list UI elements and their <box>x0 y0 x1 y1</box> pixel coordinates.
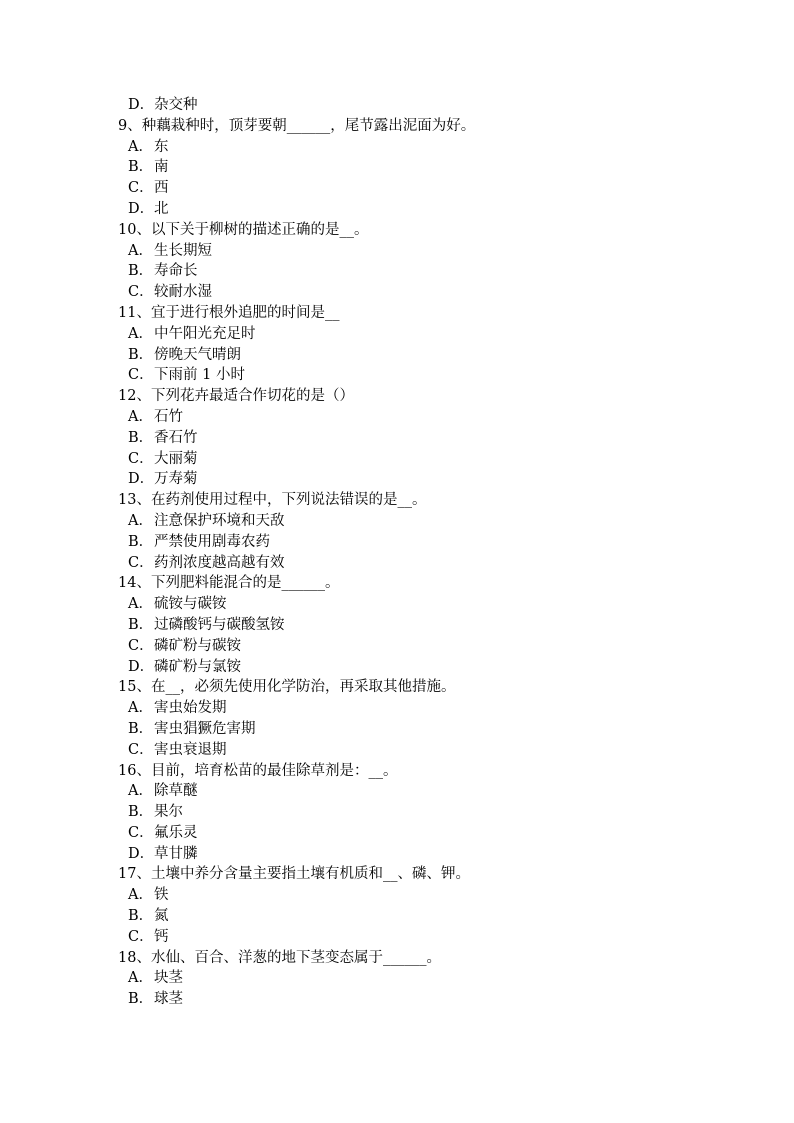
option-text: 块茎 <box>154 970 183 987</box>
answer-option <box>118 698 718 719</box>
question-label: 12、下列花卉最适合作切花的是（） <box>118 388 354 405</box>
option-text: 石竹 <box>154 408 183 425</box>
option-letter: C． <box>128 928 154 945</box>
option-text: 钙 <box>154 928 169 945</box>
answer-option <box>118 324 718 345</box>
option-letter: A． <box>128 325 153 342</box>
option-text: 害虫始发期 <box>154 700 227 717</box>
answer-option <box>118 137 718 158</box>
option-letter: B． <box>128 804 154 821</box>
option-letter: D． <box>128 200 155 217</box>
option-letter: D． <box>128 845 155 862</box>
answer-option <box>118 615 718 636</box>
answer-option <box>118 407 718 428</box>
answer-option <box>118 781 718 802</box>
answer-option <box>118 740 718 761</box>
question-text <box>118 116 718 137</box>
option-letter: A． <box>128 408 153 425</box>
option-letter: A． <box>128 242 153 259</box>
answer-option <box>118 95 718 116</box>
option-letter: B． <box>128 346 154 363</box>
question-text <box>118 864 718 885</box>
option-text: 中午阳光充足时 <box>154 325 256 342</box>
option-text: 铁 <box>154 887 169 904</box>
option-text: 硫铵与碳铵 <box>154 596 227 613</box>
answer-option <box>118 365 718 386</box>
option-text: 草甘膦 <box>154 845 198 862</box>
option-letter: B． <box>128 263 154 280</box>
answer-option <box>118 428 718 449</box>
answer-option <box>118 282 718 303</box>
option-text: 果尔 <box>154 804 183 821</box>
question-label: 14、下列肥料能混合的是______。 <box>118 575 340 592</box>
option-text: 大丽菊 <box>154 450 198 467</box>
answer-option <box>118 178 718 199</box>
question-label: 13、在药剂使用过程中，下列说法错误的是__。 <box>118 492 427 509</box>
answer-option <box>118 199 718 220</box>
option-text: 西 <box>154 180 169 197</box>
question-text <box>118 220 718 241</box>
option-text: 氮 <box>154 908 169 925</box>
option-text: 除草醚 <box>154 783 198 800</box>
answer-option <box>118 657 718 678</box>
answer-option <box>118 241 718 262</box>
question-label: 11、宜于进行根外追肥的时间是__ <box>118 304 340 321</box>
option-text: 注意保护环境和天敌 <box>154 512 285 529</box>
answer-option <box>118 345 718 366</box>
answer-option <box>118 449 718 470</box>
question-label: 10、以下关于柳树的描述正确的是__。 <box>118 221 369 238</box>
option-letter: C． <box>128 367 154 384</box>
document-body <box>118 95 718 1010</box>
answer-option <box>118 157 718 178</box>
option-text: 北 <box>154 200 169 217</box>
question-label: 15、在__，必须先使用化学防治，再采取其他措施。 <box>118 679 456 696</box>
option-text: 害虫衰退期 <box>154 741 227 758</box>
option-letter: C． <box>128 180 154 197</box>
option-text: 东 <box>154 138 169 155</box>
option-letter: B． <box>128 908 154 925</box>
option-text: 药剂浓度越高越有效 <box>154 554 285 571</box>
option-letter: B． <box>128 991 154 1008</box>
option-letter: B． <box>128 429 154 446</box>
answer-option <box>118 844 718 865</box>
answer-option <box>118 968 718 989</box>
answer-option <box>118 594 718 615</box>
option-letter: B． <box>128 533 154 550</box>
question-label: 17、土壤中养分含量主要指土壤有机质和__、磷、钾。 <box>118 866 470 883</box>
answer-option <box>118 906 718 927</box>
answer-option <box>118 927 718 948</box>
option-letter: D． <box>128 471 155 488</box>
option-letter: C． <box>128 284 154 301</box>
answer-option <box>118 511 718 532</box>
option-letter: A． <box>128 887 153 904</box>
answer-option <box>118 261 718 282</box>
option-letter: C． <box>128 554 154 571</box>
answer-option <box>118 719 718 740</box>
option-letter: A． <box>128 512 153 529</box>
option-letter: B． <box>128 616 154 633</box>
answer-option <box>118 553 718 574</box>
option-text: 下雨前 1 小时 <box>154 367 245 384</box>
option-letter: A． <box>128 700 153 717</box>
option-letter: C． <box>128 637 154 654</box>
question-text <box>118 386 718 407</box>
answer-option <box>118 636 718 657</box>
option-letter: D． <box>128 97 155 113</box>
answer-option <box>118 989 718 1010</box>
option-letter: A． <box>128 783 153 800</box>
question-text <box>118 490 718 511</box>
answer-option <box>118 532 718 553</box>
option-text: 万寿菊 <box>154 471 198 488</box>
answer-option <box>118 469 718 490</box>
option-letter: D． <box>128 658 155 675</box>
option-text: 较耐水湿 <box>154 284 212 301</box>
option-text: 香石竹 <box>154 429 198 446</box>
option-text: 氟乐灵 <box>154 824 198 841</box>
option-text: 球茎 <box>154 991 183 1008</box>
option-letter: C． <box>128 824 154 841</box>
question-label: 18、水仙、百合、洋葱的地下茎变态属于______。 <box>118 949 441 966</box>
option-text: 生长期短 <box>154 242 212 259</box>
question-text <box>118 303 718 324</box>
question-label: 9、种藕栽种时，顶芽要朝______，尾节露出泥面为好。 <box>118 117 476 134</box>
option-letter: A． <box>128 970 153 987</box>
answer-option <box>118 802 718 823</box>
answer-option <box>118 823 718 844</box>
question-text <box>118 573 718 594</box>
option-text: 严禁使用剧毒农药 <box>154 533 270 550</box>
question-label: 16、目前，培育松苗的最佳除草剂是：__。 <box>118 762 398 779</box>
option-letter: C． <box>128 741 154 758</box>
option-letter: B． <box>128 720 154 737</box>
option-text: 杂交种 <box>154 97 198 113</box>
option-text: 傍晚天气晴朗 <box>154 346 241 363</box>
option-text: 磷矿粉与碳铵 <box>154 637 241 654</box>
answer-option <box>118 885 718 906</box>
option-text: 南 <box>154 159 169 176</box>
option-text: 过磷酸钙与碳酸氢铵 <box>154 616 285 633</box>
question-text <box>118 761 718 782</box>
option-letter: B． <box>128 159 154 176</box>
option-text: 害虫猖獗危害期 <box>154 720 256 737</box>
option-text: 磷矿粉与氯铵 <box>154 658 241 675</box>
question-text <box>118 948 718 969</box>
option-letter: A． <box>128 596 153 613</box>
option-letter: A． <box>128 138 153 155</box>
question-text <box>118 677 718 698</box>
option-text: 寿命长 <box>154 263 198 280</box>
option-letter: C． <box>128 450 154 467</box>
